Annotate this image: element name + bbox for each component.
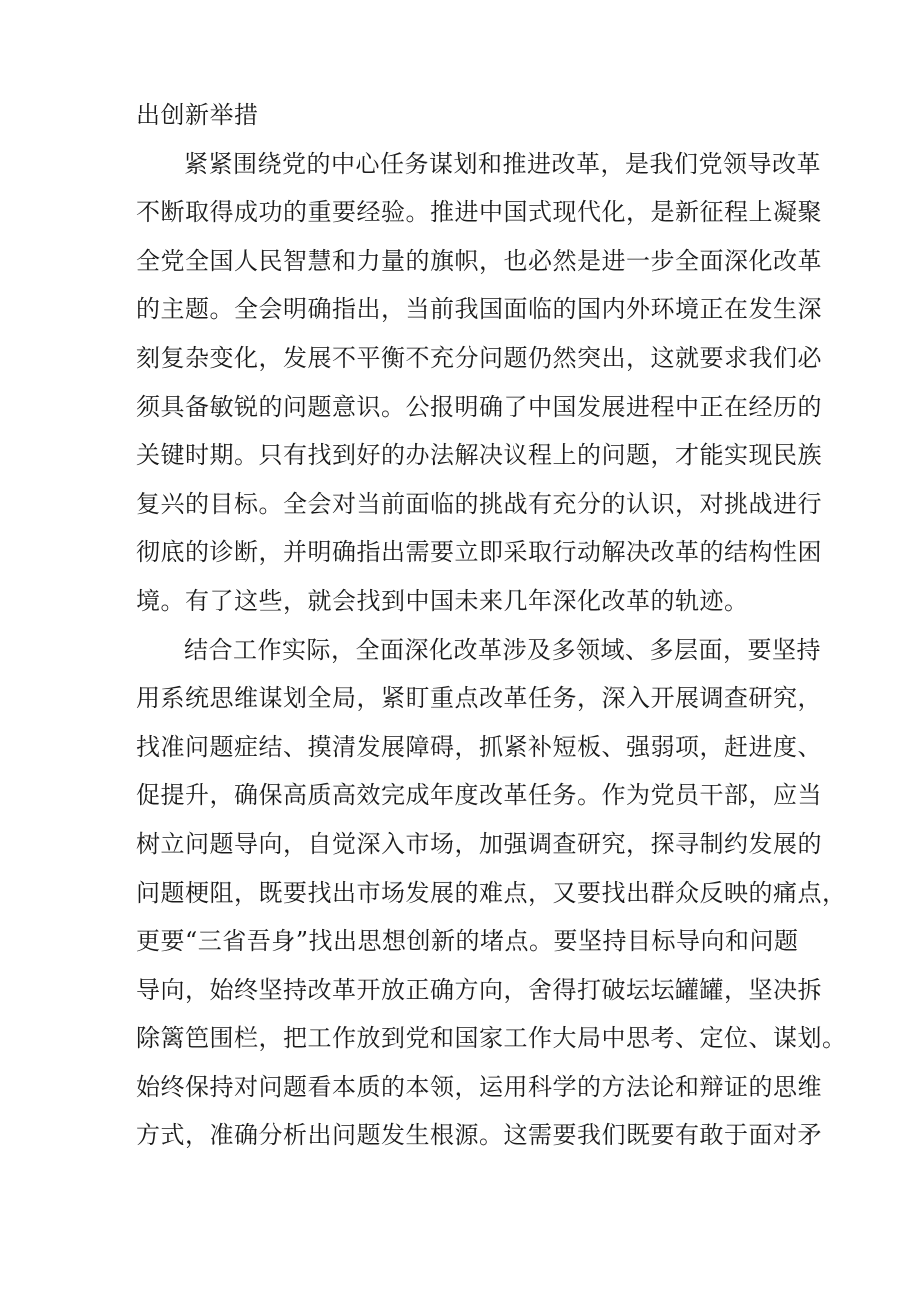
text-line: 境。有了这些，就会找到中国未来几年深化改革的轨迹。	[136, 586, 749, 615]
text-line: 复兴的目标。全会对当前面临的挑战有充分的认识，对挑战进行	[136, 489, 822, 518]
text-line: 彻底的诊断，并明确指出需要立即采取行动解决改革的结构性困	[136, 538, 822, 567]
text-line: 树立问题导向，自觉深入市场，加强调查研究，探寻制约发展的	[136, 829, 822, 858]
text-line: 找准问题症结、摸清发展障碍，抓紧补短板、强弱项，赶进度、	[136, 732, 822, 761]
text-line: 促提升，确保高质高效完成年度改革任务。作为党员干部，应当	[136, 781, 822, 810]
text-line: 导向，始终坚持改革开放正确方向，舍得打破坛坛罐罐，坚决拆	[136, 975, 822, 1004]
text-line: 紧紧围绕党的中心任务谋划和推进改革，是我们党领导改革	[184, 149, 821, 178]
text-line: 问题梗阻，既要找出市场发展的难点，又要找出群众反映的痛点，	[136, 878, 847, 907]
text-line: 不断取得成功的重要经验。推进中国式现代化，是新征程上凝聚	[136, 198, 822, 227]
text-line: 方式，准确分析出问题发生根源。这需要我们既要有敢于面对矛	[136, 1121, 822, 1150]
body-text	[136, 95, 847, 1164]
text-line: 始终保持对问题看本质的本领，运用科学的方法论和辩证的思维	[136, 1072, 822, 1101]
text-line: 刻复杂变化，发展不平衡不充分问题仍然突出，这就要求我们必	[136, 343, 822, 372]
text-line: 全党全国人民智慧和力量的旗帜，也必然是进一步全面深化改革	[136, 246, 822, 275]
text-line: 更要“三省吾身”找出思想创新的堵点。要坚持目标导向和问题	[136, 927, 799, 956]
text-line: 的主题。全会明确指出，当前我国面临的国内外环境正在发生深	[136, 295, 822, 324]
text-line: 除篱笆围栏，把工作放到党和国家工作大局中思考、定位、谋划。	[136, 1024, 847, 1053]
text-line: 须具备敏锐的问题意识。公报明确了中国发展进程中正在经历的	[136, 392, 822, 421]
text-line: 结合工作实际，全面深化改革涉及多领域、多层面，要坚持	[184, 635, 821, 664]
text-line: 关键时期。只有找到好的办法解决议程上的问题，才能实现民族	[136, 441, 822, 470]
text-line: 出创新举措	[136, 101, 259, 129]
text-line: 用系统思维谋划全局，紧盯重点改革任务，深入开展调查研究，	[136, 684, 822, 713]
